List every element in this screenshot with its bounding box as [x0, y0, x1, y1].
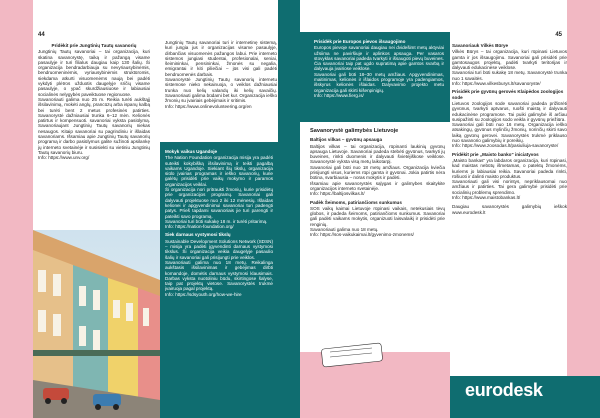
info-link[interactable]: Info: https://www.zoosodas.lt/pasiuliuja-savanoryste/ [452, 143, 559, 149]
left-column-1 [38, 40, 150, 164]
info-link[interactable]: Info: https://www.unv.org/ [38, 155, 90, 161]
paragraph: Savanoriauti galima nuo 25 m. Reikia turėti aukštąjį išsilavinimą, mokėti anglų, prancūzų arba ispanų kalbą bei turėti bent 2 metus profesinės patirties. Savanorystė dažniausiai trunka 6–12 mėn. Kelionės patirtus ir kompensuoti. savanoriai vyksta pasiūlymą. Savanoriaujant Jungtinių Tautų savanorių niekas nesaugos. Kitaip savanoriai su pagrindiniu ir išlaidas savanoriams. Išsamiau apie Jungtinių Tautų savanorių programą ir darbo pasiūlymus galite sužinoti apsilankę jų interneto svetainėje ir susisiekti su vietiniu Jungtinių Tautų savanorių biuru. [38, 96, 150, 155]
info-link[interactable]: Info: https://baltijosvilkas.lt/ [310, 191, 365, 197]
info-link[interactable]: Info: https://www.vilkesburys.lt/savanoryste/ [452, 81, 541, 87]
teal-info-box [300, 32, 450, 122]
closing-text: Daugiau savanorystės galimybių ieškok www.eurodesk.lt [452, 204, 567, 215]
info-link[interactable]: Info: https://www.onlinevolunteering.org/en [165, 103, 252, 109]
page-number: 44 [38, 32, 45, 38]
info-link[interactable]: Info: https://www.fierg.is/ [314, 92, 364, 98]
paragraph: Europos pievoje savanoriai daugiau nei dvidešimt metų aktyviai užsiima ne paviršiuje ir aplinkos apsauga. Per vasaros stovyklas savanoriai padeda tvarkyti ir išsaugoti pievų buveines. Čia savanoriai taip pat ugdo supratimą apie gamtos svarbą ir dalyvauja įvairiose veiklose. [314, 45, 444, 72]
paragraph: Lietuvos zoologijos sode savanoriai padeda prižiūrėti gyvūnus, tvarkyti aptvarus, ruošti maistą ir dalyvauti edukacinėse programose. Tai puiki galimybė iš arčiau susipažinti su zoologijos sodo veikla ir gyvūnų priežiūra. [452, 100, 567, 122]
info-link[interactable]: Info: https://sos-vaikukaimai.lt/gyvenimo-zmonems/ [310, 232, 414, 238]
subsection-title: Padėk Šeimoms, patiriančioms sunkumus [310, 199, 402, 205]
pink-margin-strip [0, 0, 33, 418]
paragraph: Savanoriai gali būti nuo 18 metų amžiaus. Organizacija kviečia prisijungti visus, kuriems rūpi gamta ir gyvūnai. Jokia patirtis nėra būtina, svarbiausia – noras mokytis ir padėti. [310, 164, 445, 181]
right-column-1 [310, 126, 445, 241]
paragraph: Jungtinių Tautų savanoriai – tai organizacija, kuri skatina savanorystę, taiką ir pažangą visame pasaulyje ir turi filialus daugiau kaip 130 šalių. Ši organizacija bendradarbiauja su nevyriausybinėmis, bendruomeninėmis, vyriausybinėmis struktūromis, siekdama atkurti visuomenėms naują bei padėti vykdyti plėtros užduotis daugelyje sričių visame pasaulyje, o ypač skurdžiausiuose ir labiausiai socialinės nelygybės paveiktuose regionuose. [38, 49, 150, 97]
paragraph: Sustainable Development Solutions Network (SDSN) – misija yra padėti įgyvendinti darnaus vystymosi tikslus. Ši organizacija veikia daugelyje pasaulio šalių ir savanoriai gali prisijungti prie veiklos. [165, 238, 273, 260]
paragraph: Savanoriai gali būti nuo 16 metų. Organizacija ieško atsakingų, gyvūnus mylinčių žmonių, norinčių skirti savo laiką gyvūnų gerovei. Savanorystės trukmė priklauso nuo savanorio galimybių ir poreikių. [452, 122, 567, 144]
subsection-title: Pridėkit prie „Maisto banko" iniciatyvos [452, 151, 539, 157]
paragraph: The Nation Foundation organizacija misija yra padėti suteikti kokybišką išsilavinimą ir teikti pagalbą vaikams Ugandoje. Siekiant šių tikslų, organizacija siūlo įvairias programas ir ieško savanorių, kurie galėtų prisidėti prie vaikų mokymo ir paramos organizacijos veiklai. [165, 155, 273, 187]
subsection-title: Prisidėk prie gyvūnų gerovės Klaipėdos zoologijos sode [452, 89, 564, 100]
paragraph: SOS vaikų kaimai Lietuvoje rūpinasi vaikais, netekusiais tėvų globos, ir padeda šeimoms, patiriančioms sunkumus. Savanoriai gali padėti vaikams mokytis, organizuoti laisvalaikį ir prisidėti prie renginių. [310, 205, 445, 227]
info-link[interactable]: Info: https://nation-foundation.org/ [165, 224, 234, 230]
box-section-title: Mokyk vaikus Ugandoje [165, 149, 218, 154]
paragraph: Savanoriai gali būti 18–30 metų amžiaus. Apgyvendinimas, maitinimas, kelionės ir išlaidos programoje yra padengiamos, išskyrus kelionės išlaidas. Dalyvavimo projekto metu organizacija gali skirti kišenpinigių. [314, 71, 444, 93]
paragraph: Savanoriauti galima nuo 18 metų. Reikalinga aukštasis išsilavinimas ir gebėjimas dirbti komandoje, domėtis darnaus vystymosi klausimais. Darbas vyksta nuotoliniu būdu, skirtingose šalyse, taip pat projektų vietose. Savanorystės trukmė įvairuoja pagal projektą. [165, 259, 273, 292]
box-section-title: Siek darnaus vystymosi tikslų [165, 232, 231, 238]
section-title: Pridėkit prie Jungtinių Tautų savanorių [51, 43, 137, 48]
pink-margin-strip [567, 0, 600, 418]
paragraph: Jungtinių Tautų savanoriai turi ir internetinę sistemą, kuri jungia jus ir organizacijas visame pasaulyje, dirbančias visuomenės pažangos labui. Prie interneto sistemos jungiasi studentai, profesionalai, seniai, šeimininkai, pensininkai, žmonės su negalia, emigrantai ir kiti piliečiai – jūs visi gali padėti bendruomenės darbais. [165, 40, 277, 77]
section-title: Savanorystė galimybės Lietuvoje [310, 128, 399, 134]
teal-edge [278, 0, 300, 418]
info-link[interactable]: Info: https://www.maistobankas.lt/ [452, 195, 521, 201]
subsection-title: Savanoriauk Vilkės Būrye [452, 43, 509, 48]
paragraph: Savanoriai turi būti sukakę 18 metų. Savanorystė trunka nuo 1 savaitės. [452, 70, 567, 81]
paragraph: Savanorystė Jungtinių Tautų savanorių internetu sistemose nieko nekainuoja, o veiklos dažniausiai trunka nuo kelių valandų iki kelių savaičių. Savanoriauti galima būdami bet kur. Organizacija ieško žmonių su įvairiais gebėjimais ir sritimis. [165, 77, 277, 104]
paragraph: Savanoriauti gali visi norintys, nepriklausomai nuo amžiaus ir patirties. Tai gera galimybė prisidėti prie socialinių problemų sprendimo. [452, 179, 567, 195]
paragraph: Baltijos vilkas – tai organizacija, rūpinanti laukinių gyvūnų apsauga Lietuvoje. Savanoriai padeda stebėti gyvūnus, tvarkyti jų buveines, rinkti duomenis ir dalyvauti švietėjiškose veiklose. Savanorystė vyksta visą metų laikotarpį. [310, 143, 445, 165]
paragraph: „Maisto bankas" yra labdaros organizacija, kuri rūpinasi, kad maistas nebūtų išmetamas, o patektų žmonėms, kuriems jo labiausiai reikia. Savanoriai padeda rinkti, rūšiuoti ir dalinti maisto produktus. [452, 157, 567, 179]
page-number: 45 [555, 32, 562, 38]
left-column-2 [165, 40, 277, 112]
havana-street-photo [33, 230, 160, 418]
box-section-title: Prisidėk prie Europos pievos išsaugojimo [314, 39, 406, 44]
teal-info-box [160, 142, 278, 418]
paragraph: Išsamiau apie savanorystės sąlygas ir galimybes skaitykite organizacijos interneto svetainėje. [310, 180, 445, 191]
paragraph: Vilkės Būrys – tai organizacija, kuri rūpinasi Lietuvos gamta ir jos išsaugojimu. Savanoriai gali prisidėti prie gamtosaugos projektų, padėti tvarkyti teritorijas ir dalyvauti edukacinėse veiklose. [452, 49, 567, 71]
info-link[interactable]: Info: https://sdsyouth.org/how-we-hire [165, 291, 242, 297]
sticker-graphic [320, 340, 390, 370]
paragraph: Savanoriauti galima nuo 18 metų. [310, 227, 379, 233]
right-column-2 [452, 40, 567, 215]
right-page [300, 0, 600, 418]
subsection-title: Baltijos vilkas – gyvūnų apsauga [310, 137, 382, 143]
paragraph: Ši organizacija nori pritraukti žmonių, kurie prisidėtų prie organizacijos programų. Savanoriai gali dalyvauti projektuose nuo 2 iki 12 mėnesių. Išlaidas kelionei ir apgyvendinimui savanoriai turi padengti patys. Prieš tapdami savanoriais jie turi parengti ir pateikti savo programą. [165, 187, 273, 219]
eurodesk-logo: eurodesk [465, 380, 543, 400]
paragraph: Savanoriai turi būti sukakę 18 m. ir turėti pritarimą. [165, 218, 268, 224]
